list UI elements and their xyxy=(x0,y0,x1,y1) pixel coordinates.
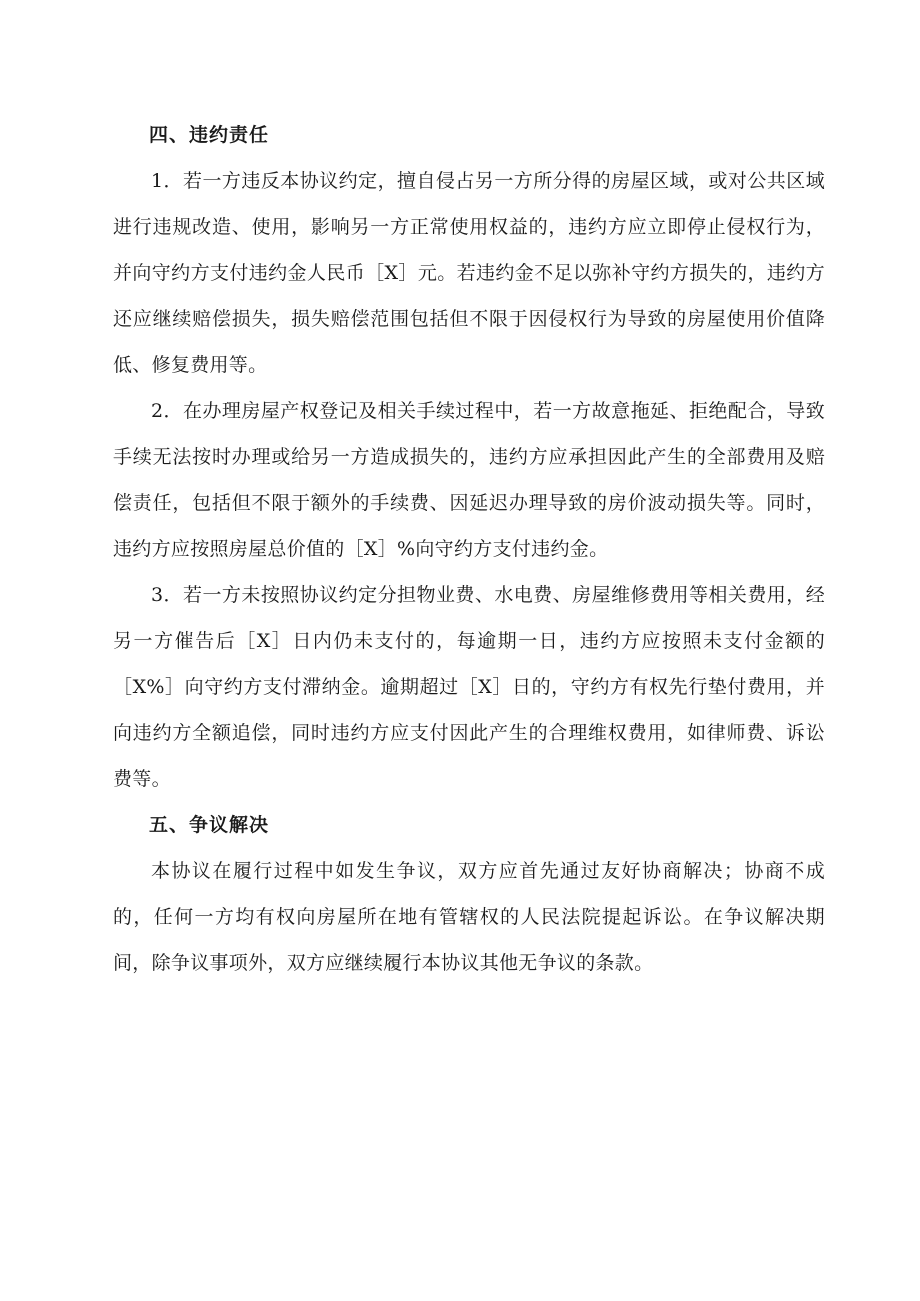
document-body xyxy=(113,112,825,986)
breach-clause-3: 3．若一方未按照协议约定分担物业费、水电费、房屋维修费用等相关费用，经另一方催告后［X］日内仍未支付的，每逾期一日，违约方应按照未支付金额的［X%］向守约方支付滞纳金。逾期超过［X］日的，守约方有权先行垫付费用，并向违约方全额追偿，同时违约方应支付因此产生的合理维权费用，如律师费、诉讼费等。 xyxy=(113,584,825,790)
section-heading-breach: 四、违约责任 xyxy=(149,124,270,146)
breach-clause-1: 1．若一方违反本协议约定，擅自侵占另一方所分得的房屋区域，或对公共区域进行违规改造、使用，影响另一方正常使用权益的，违约方应立即停止侵权行为，并向守约方支付违约金人民币［X］元。若违约金不足以弥补守约方损失的，违约方还应继续赔偿损失，损失赔偿范围包括但不限于因侵权行为导致的房屋使用价值降低、修复费用等。 xyxy=(113,170,825,376)
breach-clause-2: 2．在办理房屋产权登记及相关手续过程中，若一方故意拖延、拒绝配合，导致手续无法按时办理或给另一方造成损失的，违约方应承担因此产生的全部费用及赔偿责任，包括但不限于额外的手续费、因延迟办理导致的房价波动损失等。同时，违约方应按照房屋总价值的［X］%向守约方支付违约金。 xyxy=(113,400,825,560)
section-heading-dispute: 五、争议解决 xyxy=(149,814,270,836)
dispute-clause: 本协议在履行过程中如发生争议，双方应首先通过友好协商解决；协商不成的，任何一方均有权向房屋所在地有管辖权的人民法院提起诉讼。在争议解决期间，除争议事项外，双方应继续履行本协议其他无争议的条款。 xyxy=(113,860,825,974)
